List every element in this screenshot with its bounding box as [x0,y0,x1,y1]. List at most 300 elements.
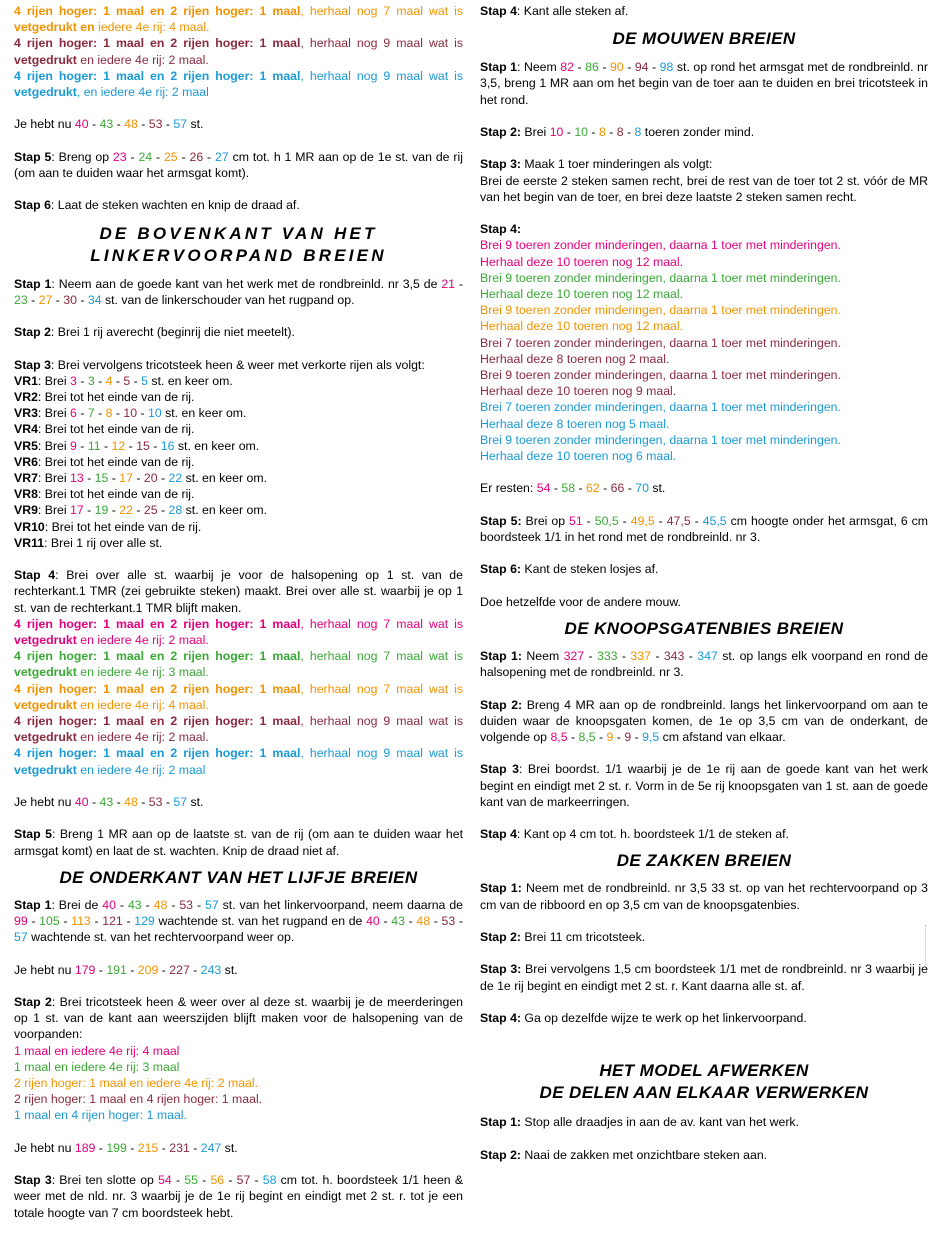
blank-line [480,745,928,761]
paragraph [14,962,463,978]
size-value: 8 [105,406,113,421]
paragraph [480,254,928,270]
paragraph [14,826,463,858]
size-value: 15 [94,471,109,485]
size-separator: - [379,914,392,929]
size-value: 53 [441,914,456,929]
size-separator: - [76,406,88,421]
text-run: st. en keer om. [182,471,267,485]
section-heading: DE MOUWEN BREIEN [612,29,796,49]
text-run: wachtende st. van het rugpand en de [154,914,367,929]
paragraph [14,1140,463,1156]
right-column [480,3,928,1163]
size-separator: - [575,481,586,496]
text-run: st. van de linkerschouder van het rugpand op. [101,292,355,307]
size-value: 17 [70,503,84,518]
size-separator: - [149,438,161,453]
blank-line [14,978,463,994]
size-value: 327 [563,649,585,663]
size-value: 121 [102,914,123,929]
size-separator: - [100,438,112,453]
text-run: Je hebt nu [14,1140,75,1155]
size-value: 22 [119,503,133,518]
size-separator: - [113,117,125,132]
bold-run: Stap 5 [14,149,52,164]
blank-line [480,1130,928,1146]
bold-run: Stap 3 [14,1173,52,1188]
size-separator: - [605,125,617,139]
paragraph [14,745,463,777]
size-separator: - [95,1140,107,1155]
size-separator: - [108,471,120,485]
text-run: Brei vervolgens 1,5 cm boordsteek 1/1 met de rondbreinld. nr 3 waarbij je de 1e rij begint en eindigt met 2 st. r. Kant daarna alle st. af. [480,962,928,993]
paragraph [480,124,928,140]
size-separator: - [113,795,125,810]
text-run: Naai de zakken met onzichtbare steken aan. [521,1147,768,1162]
blank-line [480,205,928,221]
size-value: 98 [659,60,674,75]
text-run: Herhaal deze 8 toeren nog 2 maal. [480,351,670,366]
size-separator: - [250,1173,263,1188]
text-run: , herhaal nog 7 maal wat is [300,649,464,664]
paragraph [480,880,928,912]
size-separator: - [157,471,169,485]
text-run: : Brei 1 rij over alle st. [44,535,163,550]
size-value: 15 [136,438,150,453]
text-run: Brei 7 toeren zonder minderingen, daarna 1 toer met minderingen. [480,335,841,350]
text-run: , en iedere 4e rij: 2 maal [76,85,209,100]
paragraph [14,1059,463,1075]
size-value: 19 [94,503,109,518]
paragraph [14,470,463,486]
size-value: 56 [210,1173,225,1188]
text-run: : Neem [517,60,561,75]
size-separator: - [137,406,149,421]
text-run: en iedere 4e rij: 2 maal. [76,52,209,67]
size-value: 8 [598,125,606,139]
text-run: : Brei 1 rij averecht (beginrij die niet meetelt). [50,325,295,340]
text-run: : Brei tot het einde van de rij. [37,389,195,404]
size-separator: - [573,60,586,75]
bold-run: Stap 1: [480,1115,521,1130]
size-value: 8 [616,125,624,139]
paragraph [14,616,463,648]
size-separator: - [94,406,106,421]
blank-line [480,464,928,480]
blank-line [14,810,463,826]
paragraph [14,486,463,502]
left-column [14,3,463,1221]
size-value: 62 [585,481,600,496]
blank-line [480,497,928,513]
bold-run: Stap 1: [480,881,522,896]
paragraph [480,367,928,383]
size-separator: - [132,471,144,485]
size-value: 3 [70,373,77,388]
size-value: 189 [74,1140,96,1155]
size-separator: - [455,914,464,929]
size-value: 6 [70,406,77,421]
blank-line [480,19,928,28]
text-run: : Brei de [51,897,103,912]
size-value: 22 [168,471,183,485]
size-value: 179 [74,962,96,977]
size-separator: - [595,730,607,744]
blank-line [14,945,463,961]
size-separator: - [158,1140,170,1155]
paragraph [480,302,928,318]
size-separator: - [27,292,39,307]
text-run: st. en keer om. [148,373,233,388]
size-separator: - [550,481,562,496]
size-value: 43 [391,914,405,929]
blank-line [14,214,463,223]
paragraph [480,929,928,945]
size-separator: - [167,897,180,912]
text-run: cm afstand van elkaar. [659,730,786,744]
bold-run: Stap 4 [480,827,517,842]
size-value: 54 [158,1173,172,1188]
text-run: : Brei over alle st. waarbij je voor de halsopening op 1 st. van de rechterkant.1 TMR (zei gebruikte steken) maakt. Brei over alle st. waarbij je op 1 st. van de rechterkant.1 TMR blijft maken. [14,568,463,615]
text-run: cm tot. h. boordsteek 1/1 heen & weer met de nld. nr. 3 waarbij je de 1e rij begint en eindigt met 2 st. r. tot je een totale hoogte van 7 cm boordsteek hebt. [14,1173,464,1220]
text-run: Je hebt nu [14,795,75,810]
size-separator: - [152,149,164,164]
text-run: Je hebt nu [14,117,75,132]
paragraph [14,35,463,67]
size-separator: - [108,503,120,518]
bold-run: Stap 5: [480,513,522,528]
text-run: en iedere 4e rij: 2 maal [76,762,206,777]
paragraph [480,335,928,351]
bold-run: 4 rijen hoger: 1 maal en 2 rijen hoger: 1 maal [14,68,301,83]
text-run: : Brei vervolgens tricotsteek heen & weer met verkorte rijen als volgt: [50,357,425,372]
paragraph [480,826,928,842]
paragraph [14,648,463,680]
blank-line [14,340,463,356]
size-value: 82 [560,60,574,75]
size-value: 54 [536,481,551,496]
size-value: 343 [663,649,685,663]
size-separator: - [563,125,575,139]
text-run: , herhaal nog 7 maal wat is [300,4,464,18]
text-run: st. [648,481,666,496]
text-run: : Brei [37,503,71,518]
size-value: 13 [70,471,84,485]
paragraph [14,1107,463,1123]
size-value: 48 [153,897,168,912]
text-run: en iedere 4e rij: 2 maal. [76,730,209,745]
bold-run: Stap 3 [14,357,51,372]
bold-run: VR2 [14,389,38,404]
text-run: toeren zonder mind. [641,125,755,139]
paragraph [480,761,928,810]
bold-run: Stap 4 [14,568,56,583]
size-value: 57 [205,897,219,912]
size-separator: - [648,60,660,75]
text-run: st. [187,117,204,132]
text-run: Er resten: [480,481,537,496]
size-separator: - [112,406,124,421]
paragraph [14,1043,463,1059]
size-separator: - [126,149,139,164]
size-separator: - [650,649,664,663]
bold-run: 4 rijen hoger: 1 maal en 2 rijen hoger: 1 maal [14,36,301,51]
size-value: 215 [137,1140,159,1155]
text-run: Kant de steken losjes af. [521,562,659,577]
text-run: Herhaal deze 10 toeren nog 12 maal. [480,319,684,334]
text-run: Ga op dezelfde wijze te werk op het linkervoorpand. [521,1010,807,1025]
bold-run: VR5 [14,438,38,453]
paragraph [14,149,463,181]
paragraph [480,351,928,367]
bold-run: 4 rijen hoger: 1 maal en 2 rijen hoger: 1 maal [14,746,301,761]
size-value: 247 [200,1140,222,1155]
size-separator: - [95,962,107,977]
bold-run: 4 rijen hoger: 1 maal en 2 rijen hoger: 1 maal [14,649,301,664]
paragraph [14,116,463,132]
paragraph [14,1075,463,1091]
size-separator: - [197,1173,211,1188]
text-run: Herhaal deze 8 toeren nog 5 maal. [480,416,670,431]
size-value: 5 [141,373,149,388]
paragraph [14,502,463,518]
column-edge-marker [925,925,927,965]
size-value: 57 [173,795,188,810]
size-value: 48 [124,117,138,132]
size-value: 27 [38,292,53,307]
blank-line [14,859,463,867]
size-value: 40 [74,795,89,810]
size-separator: - [88,795,100,810]
size-value: 8,5 [578,730,596,744]
text-run: 1 maal en 4 rijen hoger: 1 maal. [14,1108,187,1123]
section-heading: DE ZAKKEN BREIEN [616,851,792,871]
size-value: 9,5 [642,730,660,744]
blank-line [480,842,928,850]
bold-run: Stap 1: [480,649,522,663]
size-value: 5 [123,373,131,388]
size-value: 9 [624,730,632,744]
size-value: 199 [106,1140,127,1155]
size-value: 40 [366,914,380,929]
text-run: Maak 1 toer minderingen als volgt: [521,157,713,172]
paragraph [480,1147,928,1163]
size-separator: - [76,373,88,388]
section-heading: DE KNOOPSGATENBIES BREIEN [564,619,844,638]
size-value: 48 [124,795,138,810]
size-value: 11 [87,438,101,453]
text-run: Neem met de rondbreinld. nr 3,5 33 st. op van het rechtervoorpand op 3 cm van de ribboord en op 3,5 cm van de knoopsgatenbies. [480,881,928,912]
size-value: 347 [697,649,718,663]
size-separator: - [189,962,201,977]
size-value: 9 [70,438,77,453]
size-value: 25 [163,149,178,164]
size-value: 28 [168,503,183,518]
text-run: 2 rijen hoger: 1 maal en iedere 4e rij: 2 maal. [14,1076,259,1091]
text-run: en iedere 4e rij: 2 maal. [76,633,209,648]
size-value: 191 [106,962,127,977]
paragraph [14,373,463,389]
size-separator: - [567,730,579,744]
size-separator: - [623,125,635,139]
size-value: 4 [105,373,113,388]
text-run: 1 maal en iedere 4e rij: 3 maal [14,1059,180,1074]
size-separator: - [203,149,216,164]
size-separator: - [631,730,643,744]
blank-line [480,610,928,618]
bold-run: VR9 [14,503,38,518]
paragraph [480,156,928,172]
size-value: 43 [99,795,114,810]
text-run: st. en keer om. [161,406,247,421]
text-run: Brei 9 toeren zonder minderingen, daarna 1 toer met minderingen. [480,238,841,253]
text-run: , herhaal nog 9 maal wat is [300,714,464,729]
size-value: 57 [173,117,188,132]
size-value: 53 [148,795,163,810]
size-separator: - [59,914,72,929]
bold-run: vetgedrukt [14,633,77,648]
size-separator: - [126,962,138,977]
text-run: : Brei tricotsteek heen & weer over al deze st. waarbij je de meerderingen op 1 st. van de kant aan weerszijden blijft maken voor de halsopening van de voorpanden: [14,995,463,1042]
text-run: Je hebt nu [14,962,75,977]
paragraph [480,3,928,19]
text-run: en iedere 4e rij: 3 maal. [76,665,209,680]
size-value: 99 [14,914,28,929]
text-run: iedere 4e rij: 4 maal. [94,20,210,35]
bold-run: Stap 2: [480,1147,521,1162]
size-value: 86 [585,60,599,75]
bold-run: 4 rijen hoger: 1 maal en 2 rijen hoger: 1 maal [14,714,301,729]
text-run: , herhaal nog 9 maal wat is [300,68,464,83]
size-value: 8,5 [550,730,568,744]
text-run: : Kant alle steken af. [516,4,629,18]
size-value: 45,5 [702,513,727,528]
bold-run: 4 rijen hoger: 1 maal en 2 rijen hoger: 1 maal [14,681,301,696]
size-value: 21 [441,276,456,291]
size-separator: - [88,117,100,132]
size-value: 53 [148,117,163,132]
size-separator: - [125,438,137,453]
bold-run: Stap 2: [480,929,521,944]
size-separator: - [690,513,703,528]
text-run: : Breng 1 MR aan op de laatste st. van de rij (om aan te duiden waar het armsgat komt) en laat de st. wachten. Knip de draad niet af. [14,827,464,858]
paragraph [480,286,928,302]
bold-run: VR10 [14,519,45,534]
size-value: 48 [416,914,431,929]
size-separator: - [137,795,149,810]
text-run: wachtende st. van het rechtervoorpand weer op. [27,930,295,945]
section-heading: DE ONDERKANT VAN HET LIJFJE BREIEN [59,867,418,887]
size-value: 337 [630,649,651,663]
size-separator: - [162,117,174,132]
size-separator: - [83,471,95,485]
text-run: st. van het linkervoorpand, neem daarna de [218,897,464,912]
blank-line [14,1124,463,1140]
text-run: Herhaal deze 10 toeren nog 9 maal. [480,384,677,399]
text-run: 2 rijen hoger: 1 maal en 4 rijen hoger: 1 maal. [14,1092,263,1107]
size-separator: - [617,649,631,663]
size-value: 70 [635,481,649,496]
text-run: Brei [521,125,550,139]
text-run: Herhaal deze 10 toeren nog 6 maal. [480,449,677,464]
paragraph [480,173,928,205]
size-value: 43 [99,117,114,132]
paragraph [14,68,463,100]
size-value: 49,5 [630,513,655,528]
bold-run: Stap 1 [480,60,518,75]
size-value: 58 [262,1173,277,1188]
size-value: 66 [610,481,625,496]
size-separator: - [158,962,170,977]
bold-run: Stap 3: [480,157,521,172]
size-value: 94 [634,60,649,75]
paragraph [14,794,463,810]
paragraph [14,994,463,1043]
paragraph [480,383,928,399]
paragraph [480,59,928,108]
text-run: Brei 11 cm tricotsteek. [521,929,646,944]
paragraph [14,438,463,454]
text-run: : Brei [37,406,71,421]
blank-line [14,778,463,794]
blank-line [480,680,928,696]
size-value: 24 [138,149,153,164]
paragraph [480,318,928,334]
size-value: 40 [74,117,89,132]
bold-run: Stap 2: [480,125,521,139]
text-run: cm hoogte onder het armsgat, 6 cm boordsteek 1/1 in het rond met de rondbreinld. nr 3. [480,513,929,545]
blank-line [480,545,928,561]
text-run: Brei 9 toeren zonder minderingen, daarna 1 toer met minderingen. [480,303,841,318]
size-separator: - [76,438,88,453]
text-run: Neem [521,649,564,663]
text-run: Brei 7 toeren zonder minderingen, daarna 1 toer met minderingen. [480,400,841,415]
bold-run: vetgedrukt en [14,20,95,35]
size-value: 25 [143,503,158,518]
blank-line [480,994,928,1010]
text-run: 1 maal en iedere 4e rij: 4 maal [14,1043,180,1058]
size-separator: - [76,292,88,307]
bold-run: 4 rijen hoger: 1 maal en 2 rijen hoger: 1 maal [14,4,301,18]
section-heading: DE BOVENKANT VAN HET LINKERVOORPAND BREIEN [90,223,387,265]
paragraph [14,454,463,470]
bold-run: VR6 [14,454,38,469]
blank-line [14,308,463,324]
text-run: Brei op [521,513,570,528]
paragraph [480,448,928,464]
size-separator: - [582,513,595,528]
size-separator: - [598,60,610,75]
size-separator: - [599,481,611,496]
paragraph [14,421,463,437]
text-run: : Brei [37,438,71,453]
blank-line [480,913,928,929]
size-value: 16 [160,438,175,453]
bold-run: Stap 4: [480,222,521,237]
paragraph [480,480,928,496]
paragraph [14,197,463,213]
size-separator: - [624,481,636,496]
size-separator: - [115,897,128,912]
bold-run: vetgedrukt [14,762,77,777]
size-value: 243 [200,962,222,977]
size-separator: - [171,1173,185,1188]
size-separator: - [126,1140,138,1155]
blank-line [14,889,463,897]
size-separator: - [430,914,442,929]
size-value: 7 [87,406,95,421]
text-run: : Brei tot het einde van de rij. [37,422,195,437]
